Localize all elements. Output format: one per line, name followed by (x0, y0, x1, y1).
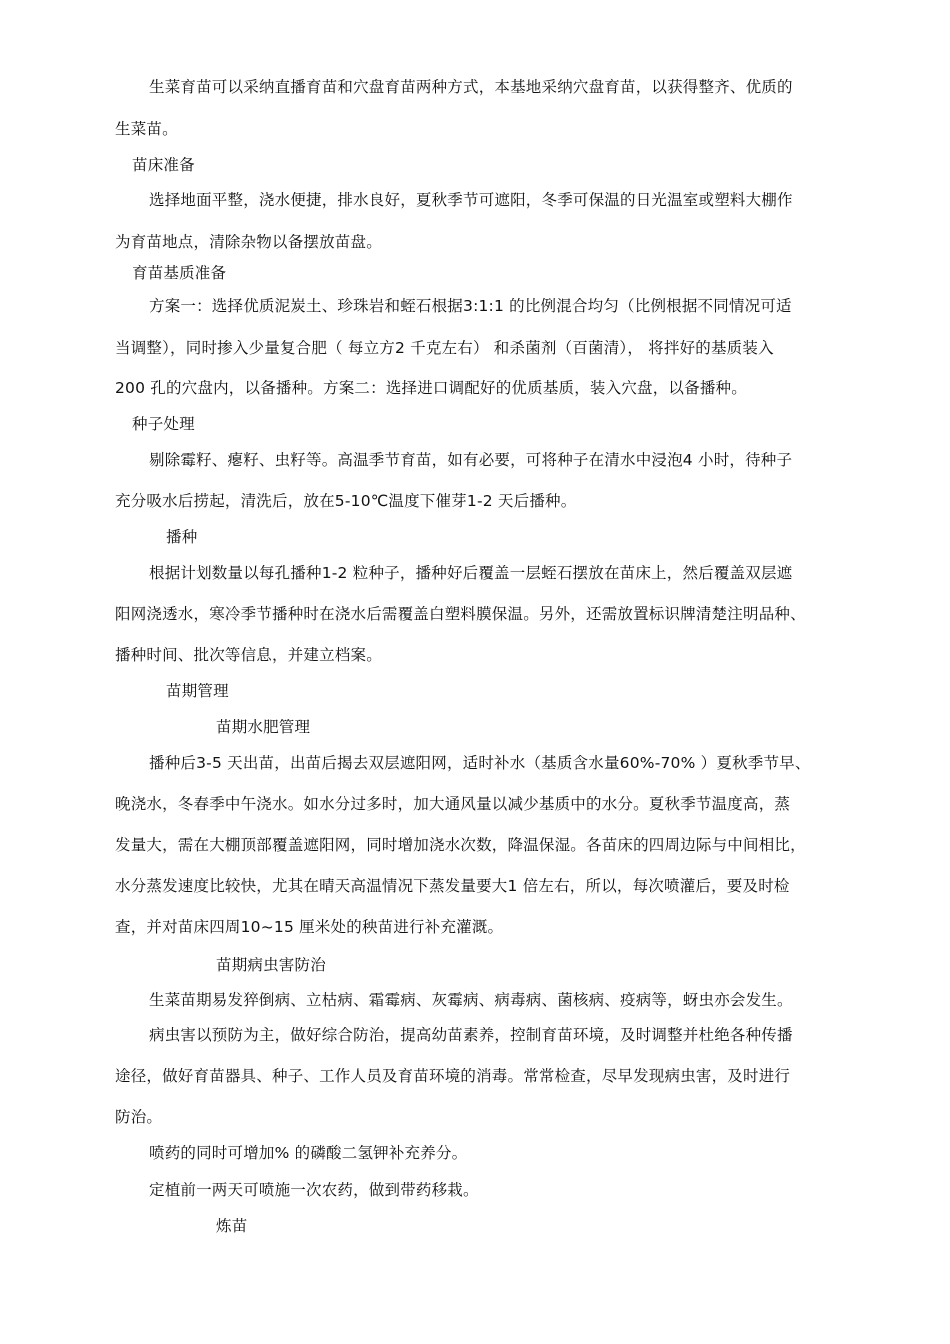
seedbed-paragraph-line: 选择地面平整，浇水便捷，排水良好，夏秋季节可遮阳，冬季可保温的日光温室或塑料大棚作 (149, 191, 793, 209)
sowing-paragraph-line: 阳网浇透水，寒冷季节播种时在浇水后需覆盖白塑料膜保温。另外，还需放置标识牌清楚注明品种、 (115, 605, 806, 623)
pest-paragraph-line: 途径，做好育苗器具、种子、工作人员及育苗环境的消毒。常常检查，尽早发现病虫害，及时进行 (115, 1067, 791, 1085)
section-heading-management: 苗期管理 (166, 682, 229, 700)
seed-paragraph-line: 充分吸水后捞起，清洗后，放在5-10℃温度下催芽1-2 天后播种。 (115, 492, 577, 510)
seedbed-paragraph-line: 为育苗地点，清除杂物以备摆放苗盘。 (115, 233, 382, 251)
water-paragraph-line: 晚浇水，冬春季中午浇水。如水分过多时，加大通风量以减少基质中的水分。夏秋季节温度高，蒸 (115, 795, 791, 813)
pest-paragraph-line: 病虫害以预防为主，做好综合防治，提高幼苗素养，控制育苗环境，及时调整并杜绝各种传播 (149, 1026, 793, 1044)
subsection-heading-hardening: 炼苗 (216, 1217, 248, 1235)
pest-paragraph-line: 喷药的同时可增加% 的磷酸二氢钾补充养分。 (149, 1144, 468, 1162)
water-paragraph-line: 查，并对苗床四周10~15 厘米处的秧苗进行补充灌溉。 (115, 918, 504, 936)
subsection-heading-pest: 苗期病虫害防治 (216, 956, 326, 974)
section-heading-sowing: 播种 (166, 528, 198, 546)
pest-paragraph-line: 定植前一两天可喷施一次农药，做到带药移栽。 (149, 1181, 479, 1199)
intro-paragraph-line: 生菜苗。 (115, 120, 178, 138)
intro-paragraph-line: 生菜育苗可以采纳直播育苗和穴盘育苗两种方式，本基地采纳穴盘育苗，以获得整齐、优质的 (149, 78, 793, 96)
sowing-paragraph-line: 播种时间、批次等信息，并建立档案。 (115, 646, 382, 664)
water-paragraph-line: 水分蒸发速度比较快，尤其在晴天高温情况下蒸发量要大1 倍左右，所以，每次喷灌后，要及时检 (115, 877, 790, 895)
substrate-paragraph-line: 方案一：选择优质泥炭土、珍珠岩和蛭石根据3:1:1 的比例混合均匀（比例根据不同情况可适 (149, 297, 792, 315)
sowing-paragraph-line: 根据计划数量以每孔播种1-2 粒种子，播种好后覆盖一层蛭石摆放在苗床上，然后覆盖双层遮 (149, 564, 793, 582)
substrate-paragraph-line: 200 孔的穴盘内，以备播种。方案二：选择进口调配好的优质基质，装入穴盘，以备播种。 (115, 379, 747, 397)
water-paragraph-line: 播种后3-5 天出苗，出苗后揭去双层遮阳网，适时补水（基质含水量60%-70% ）夏秋季节早、 (149, 754, 811, 772)
pest-paragraph-line: 防治。 (115, 1108, 163, 1126)
section-heading-seed: 种子处理 (132, 415, 195, 433)
substrate-paragraph-line: 当调整），同时掺入少量复合肥（ 每立方2 千克左右） 和杀菌剂（百菌清）， 将拌好的基质装入 (115, 339, 774, 357)
pest-paragraph-line: 生菜苗期易发猝倒病、立枯病、霜霉病、灰霉病、病毒病、菌核病、疫病等，蚜虫亦会发生。 (149, 991, 793, 1009)
section-heading-substrate: 育苗基质准备 (132, 264, 227, 282)
water-paragraph-line: 发量大，需在大棚顶部覆盖遮阳网，同时增加浇水次数，降温保湿。各苗床的四周边际与中间相比， (115, 836, 806, 854)
subsection-heading-water: 苗期水肥管理 (216, 718, 311, 736)
section-heading-seedbed: 苗床准备 (132, 156, 195, 174)
seed-paragraph-line: 剔除霉籽、瘪籽、虫籽等。高温季节育苗，如有必要，可将种子在清水中浸泡4 小时，待种子 (149, 451, 793, 469)
